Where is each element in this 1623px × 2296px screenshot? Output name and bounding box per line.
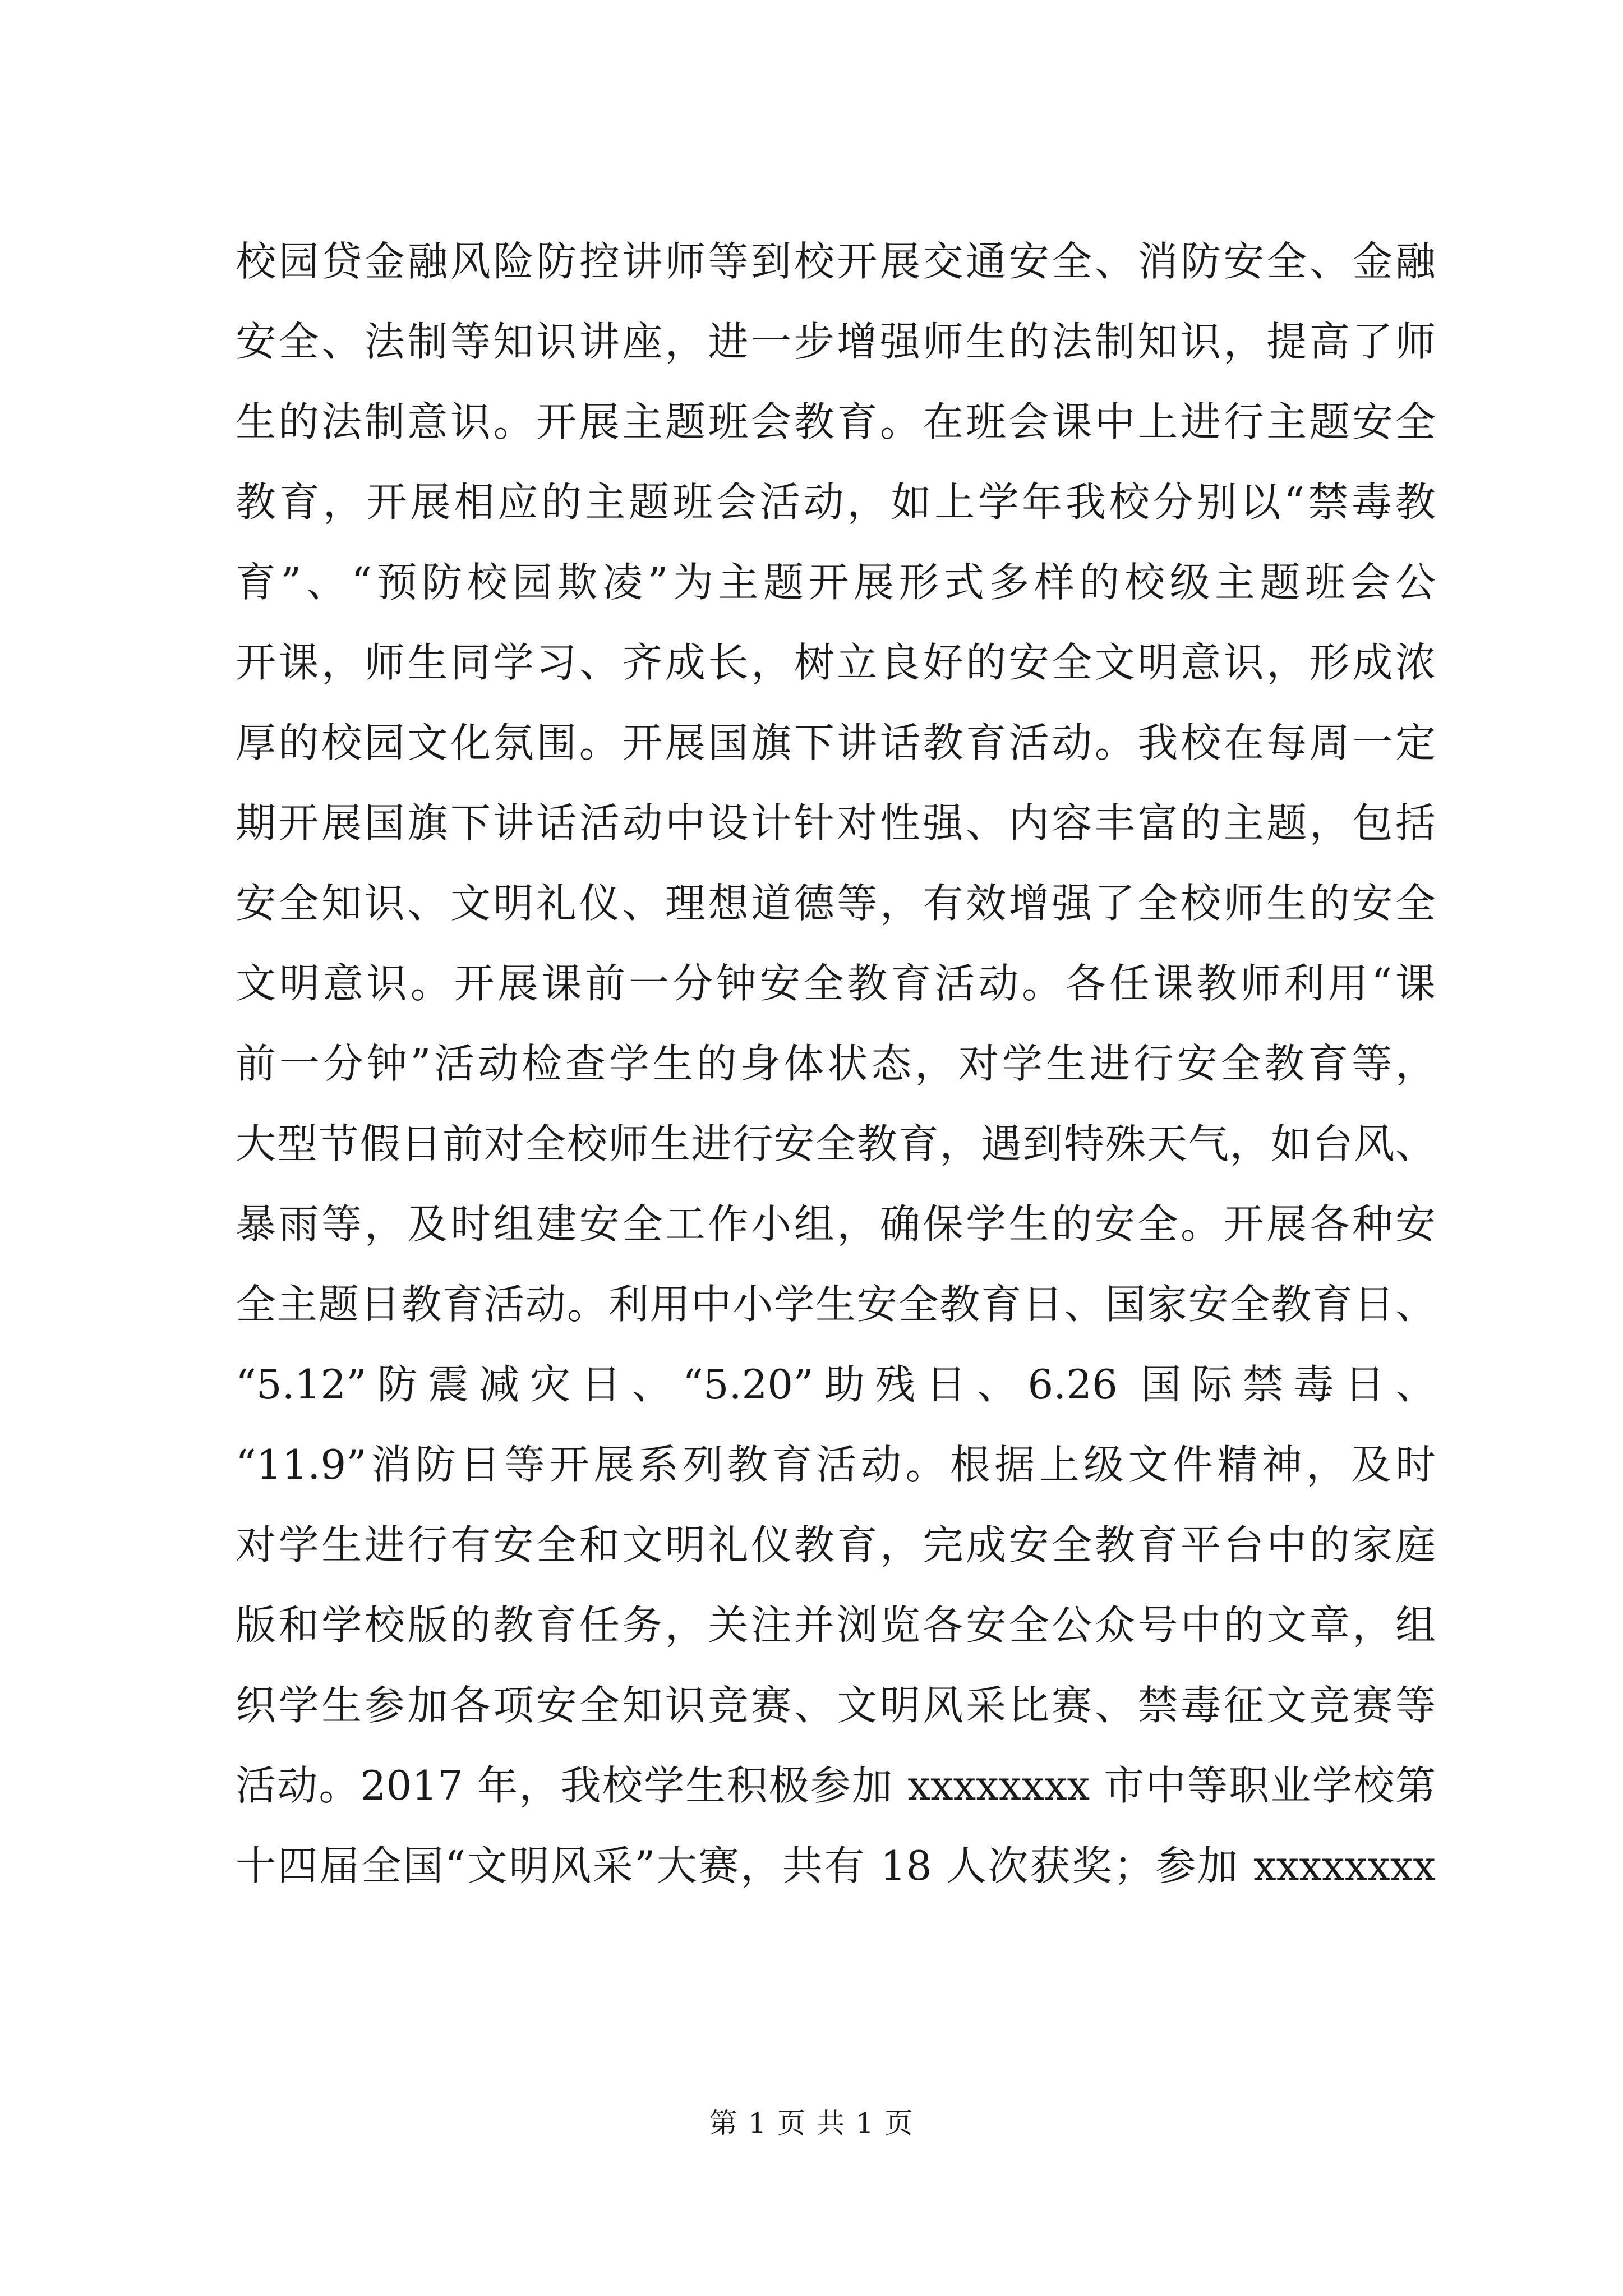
text-line: 对学生进行有安全和文明礼仪教育，完成安全教育平台中的家庭	[236, 1521, 1436, 1568]
text-line: 大型节假日前对全校师生进行安全教育，遇到特殊天气，如台风、	[236, 1120, 1436, 1167]
text-line: 版和学校版的教育任务，关注并浏览各安全公众号中的文章，组	[236, 1602, 1436, 1649]
page-footer: 第 1 页 共 1 页	[709, 2107, 914, 2139]
text-line: 生的法制意识。开展主题班会教育。在班会课中上进行主题安全	[236, 398, 1436, 445]
text-line: 织学生参加各项安全知识竞赛、文明风采比赛、禁毒征文竞赛等	[236, 1682, 1436, 1729]
text-line: 开课，师生同学习、齐成长，树立良好的安全文明意识，形成浓	[236, 639, 1436, 686]
text-line: 活动。2017 年，我校学生积极参加 xxxxxxxx 市中等职业学校第	[236, 1762, 1436, 1809]
text-line: “11.9”消防日等开展系列教育活动。根据上级文件精神，及时	[236, 1441, 1436, 1488]
text-line: 厚的校园文化氛围。开展国旗下讲话教育活动。我校在每周一定	[236, 719, 1436, 766]
body-text	[236, 222, 1436, 1906]
text-line: 教育，开展相应的主题班会活动，如上学年我校分别以“禁毒教	[236, 478, 1436, 526]
text-line: 前一分钟”活动检查学生的身体状态，对学生进行安全教育等，	[236, 1040, 1436, 1087]
text-line: 十四届全国“文明风采”大赛，共有 18 人次获奖；参加 xxxxxxxx	[236, 1842, 1436, 1889]
text-line: 安全、法制等知识讲座，进一步增强师生的法制知识，提高了师	[236, 318, 1436, 365]
text-line: 全主题日教育活动。利用中小学生安全教育日、国家安全教育日、	[236, 1281, 1436, 1328]
text-line: 校园贷金融风险防控讲师等到校开展交通安全、消防安全、金融	[236, 238, 1436, 285]
text-line: 暴雨等，及时组建安全工作小组，确保学生的安全。开展各种安	[236, 1200, 1436, 1248]
text-line: 育”、“预防校园欺凌”为主题开展形式多样的校级主题班会公	[236, 559, 1436, 606]
text-line: 文明意识。开展课前一分钟安全教育活动。各任课教师利用“课	[236, 960, 1436, 1007]
text-line: 安全知识、文明礼仪、理想道德等，有效增强了全校师生的安全	[236, 880, 1436, 927]
text-line: 期开展国旗下讲话活动中设计针对性强、内容丰富的主题，包括	[236, 799, 1436, 846]
text-line: “5.12”防震减灾日、“5.20”助残日、6.26 国际禁毒日、	[236, 1361, 1436, 1408]
